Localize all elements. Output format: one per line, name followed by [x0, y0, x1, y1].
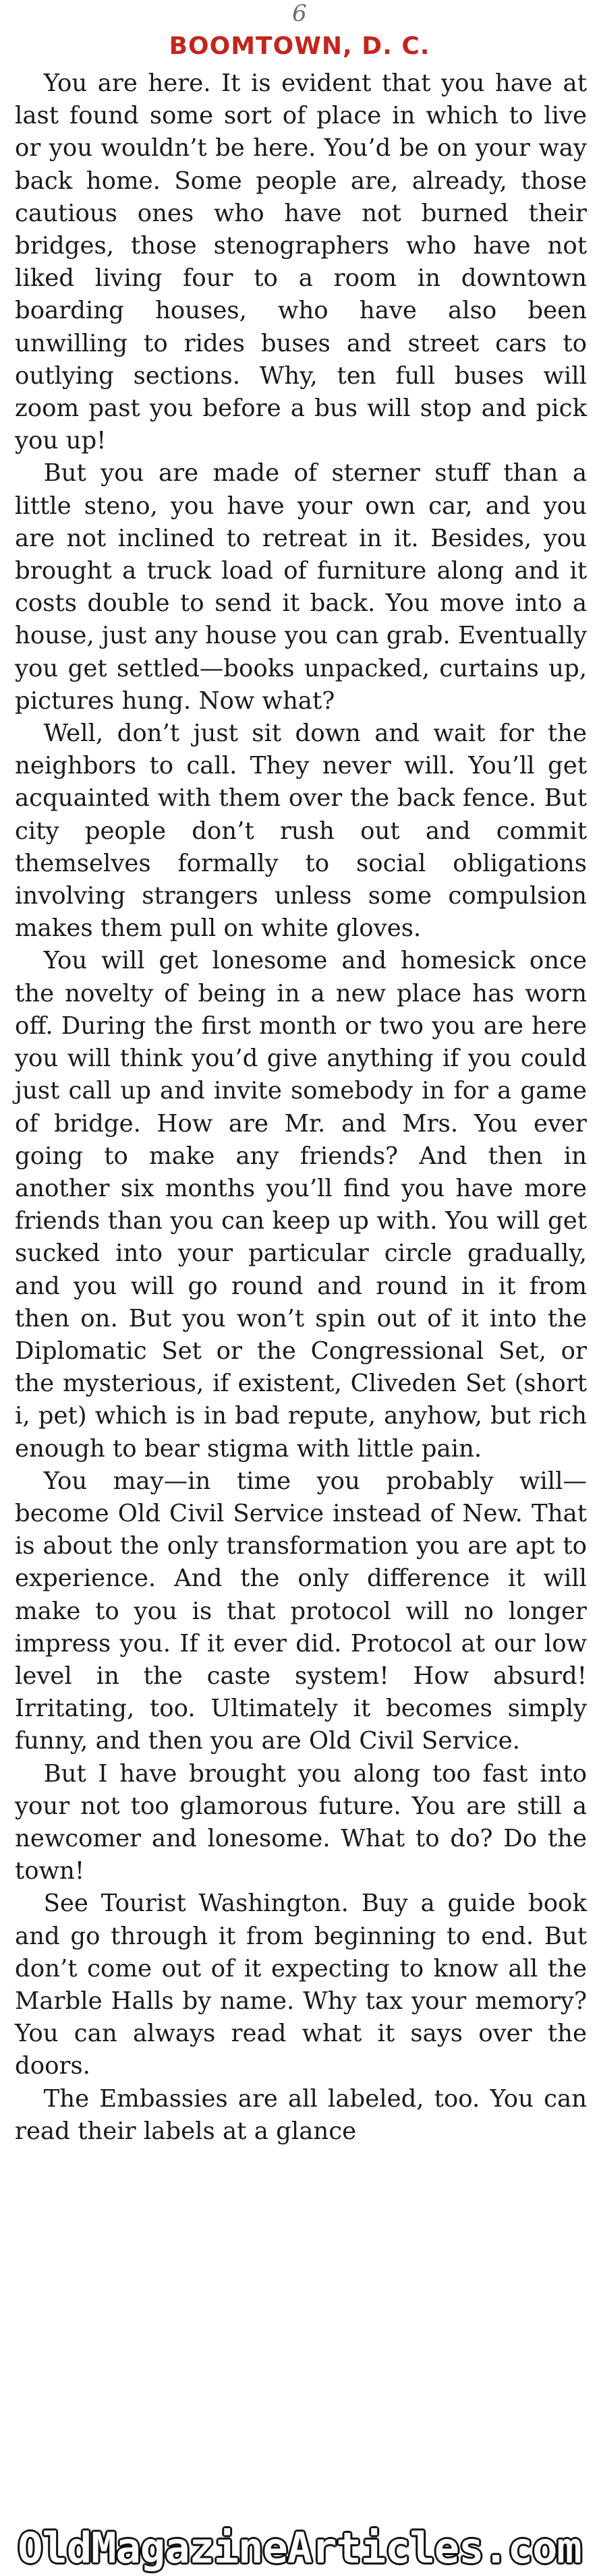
page-number: 6	[292, 0, 307, 27]
paragraph: You may—in time you probably will—become Old Civil Service instead of New. That is about the only transformation you are apt to experience. And the only difference it will make to you is that protocol will no longer impress you. If it ever did. Protocol at our low level in the caste system! How absurd! Irritating, too. Ultimately it becomes simply funny, and then you are Old Civil Service.	[15, 1467, 587, 1755]
site-watermark: OldMagazineArticles.com	[18, 2523, 581, 2573]
paragraph: Well, don’t just sit down and wait for the neighbors to call. They never will. You’ll get acquainted with them over the back fence. But city people don’t rush out and commit themselves formally to social obligations involving strangers unless some compulsion makes them pull on white gloves.	[15, 720, 587, 943]
paragraph: But I have brought you along too fast into your not too glamorous future. You are still a newcomer and lonesome. What to do? Do the town!	[15, 1759, 587, 1885]
paragraph: You are here. It is evident that you have at last found some sort of place in which to live or you wouldn’t be here. You’d be on your way back home. Some people are, already, those cautious ones who have not burned their bridges, those stenographers who have not liked living four to a room in downtown boarding houses, who have also been unwilling to rides buses and street cars to outlying sections. Why, ten full buses will zoom past you before a bus will stop and pick you up!	[15, 69, 587, 455]
paragraph: The Embassies are all labeled, too. You can read their labels at a glance	[15, 2084, 587, 2145]
article-body	[15, 67, 587, 2148]
paragraph: See Tourist Washington. Buy a guide book and go through it from beginning to end. But don’t come out of it expecting to know all the Marble Halls by name. Why tax your memory? You can always read what it says over the doors.	[15, 1890, 587, 2080]
paragraph: You will get lonesome and homesick once the novelty of being in a new place has worn off. During the first month or two you are here you will think you’d give anything if you could just call up and invite somebody in for a game of bridge. How are Mr. and Mrs. You ever going to make any friends? And then in another six months you’ll find you have more friends than you can keep up with. You will get sucked into your particular circle gradually, and you will go round and round in it from then on. But you won’t spin out of it into the Diplomatic Set or the Congressional Set, or the mysterious, if existent, Cliveden Set (short i, pet) which is in bad repute, anyhow, but rich enough to bear stigma with little pain.	[15, 947, 587, 1463]
paragraph: But you are made of sterner stuff than a little steno, you have your own car, and you are not inclined to retreat in it. Besides, you brought a truck load of furniture along and it costs double to send it back. You move into a house, just any house you can grab. Eventually you get settled—books unpacked, curtains up, pictures hung. Now what?	[15, 459, 587, 715]
article-headline: BOOMTOWN, D. C.	[169, 32, 430, 60]
